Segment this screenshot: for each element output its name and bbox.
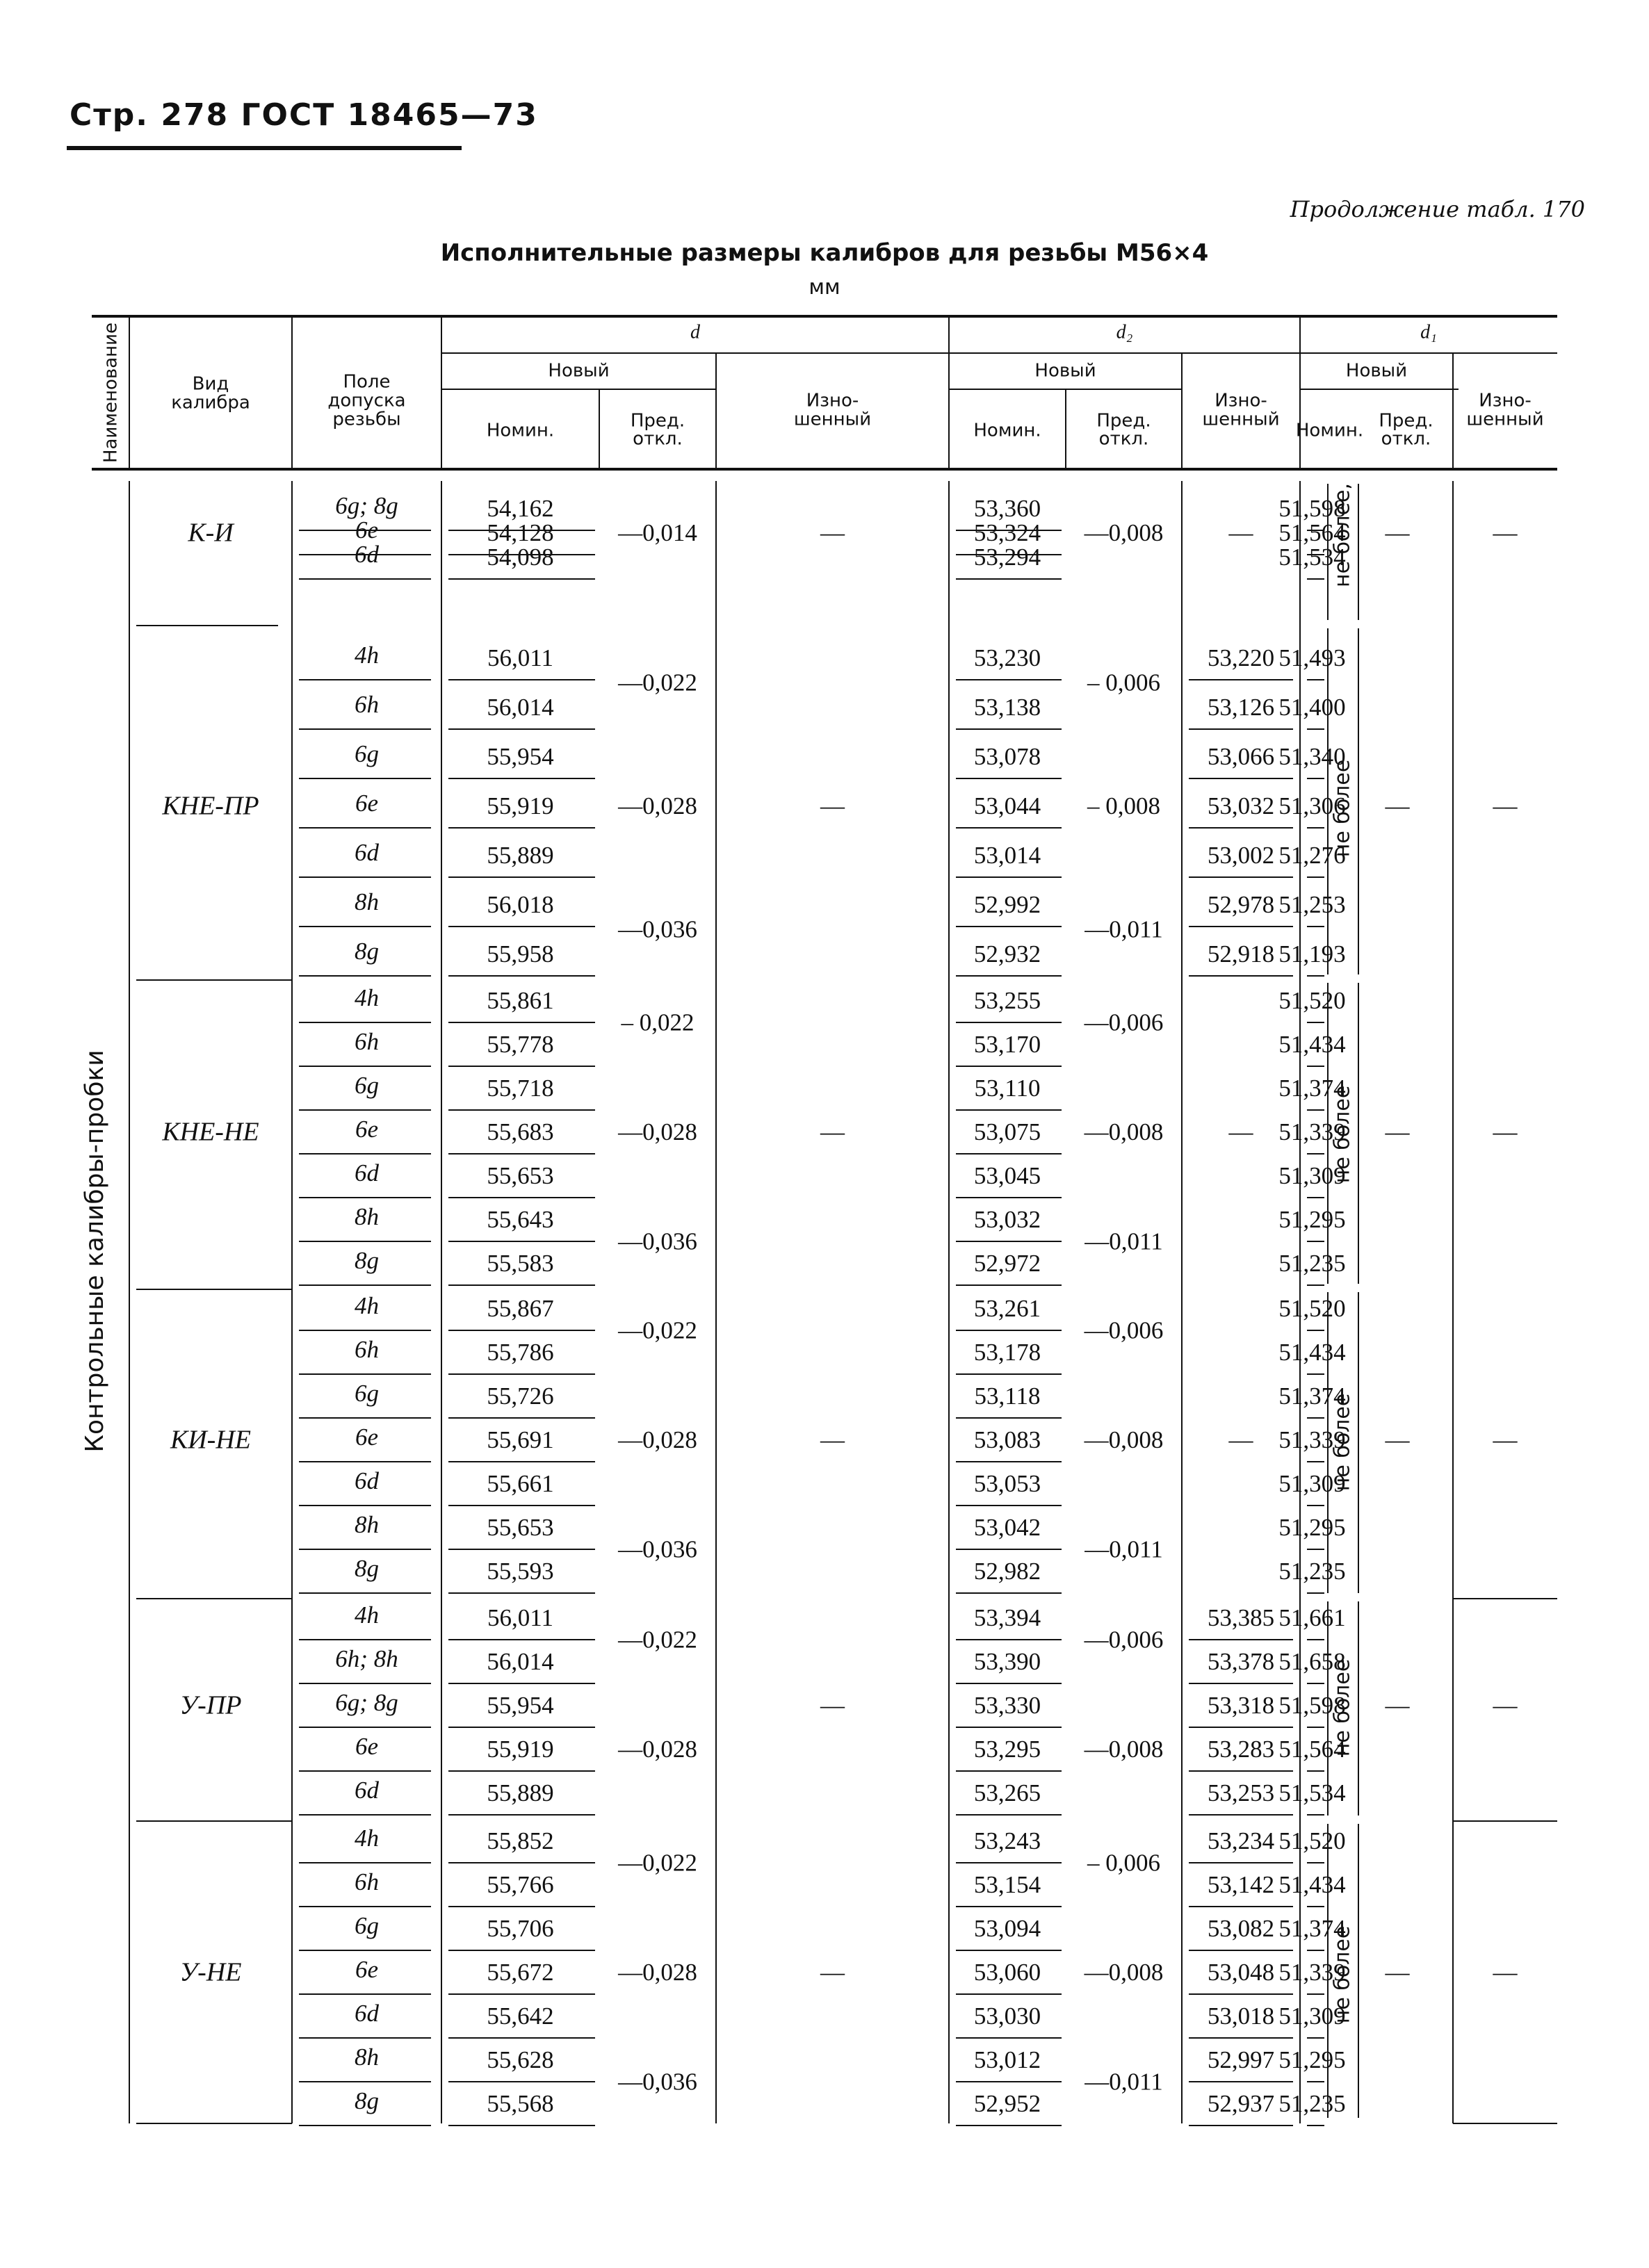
- d-nominal: 55,661: [487, 1470, 554, 1498]
- d2-worn-dash: —: [1228, 519, 1253, 547]
- tolerance-field: 6h: [355, 1028, 379, 1056]
- d2-worn: 53,385: [1207, 1604, 1275, 1632]
- tail-dash: —: [1493, 1692, 1518, 1720]
- d1-nominal: 51,306: [1278, 792, 1346, 820]
- tolerance-field: 8g: [355, 1247, 379, 1275]
- d2-nominal: 53,045: [973, 1162, 1041, 1190]
- d1-nominal: 51,520: [1278, 1827, 1346, 1855]
- tolerance-field: 6g; 8g: [335, 492, 398, 520]
- not-more-label: не более: [1330, 1085, 1355, 1184]
- header-nomin: Номин.: [1295, 420, 1364, 441]
- header-kind: калибра: [171, 392, 250, 414]
- d-deviation: —0,028: [618, 1736, 697, 1763]
- d-nominal: 56,014: [487, 1648, 554, 1676]
- d2-nominal: 53,360: [973, 495, 1041, 523]
- d2-deviation: —0,011: [1085, 1227, 1163, 1255]
- d2-deviation: —0,011: [1085, 915, 1163, 943]
- d1-nominal: 51,374: [1278, 1915, 1346, 1943]
- header-pred: откл.: [633, 428, 683, 450]
- d1-nominal: 51,520: [1278, 1295, 1346, 1323]
- header-nomin: Номин.: [486, 420, 555, 441]
- d2-deviation: – 0,008: [1087, 792, 1160, 820]
- d2-nominal: 53,075: [973, 1118, 1041, 1146]
- not-more-label: не более: [1330, 1925, 1355, 2024]
- d-deviation: —0,022: [618, 1316, 697, 1344]
- d-nominal: 54,098: [487, 544, 554, 571]
- d2-nominal: 53,330: [973, 1692, 1041, 1720]
- header-field: Поле: [343, 371, 391, 393]
- d-nominal: 55,867: [487, 1295, 554, 1323]
- tolerance-field: 6h: [355, 1868, 379, 1896]
- d1-nominal: 51,374: [1278, 1075, 1346, 1102]
- d-nominal: 55,642: [487, 2002, 554, 2030]
- d2-nominal: 53,110: [974, 1075, 1041, 1102]
- d2-nominal: 53,083: [973, 1426, 1041, 1454]
- d1-worn-dash: —: [1385, 792, 1410, 820]
- d2-worn: 53,018: [1207, 2002, 1275, 2030]
- d2-worn: 53,032: [1207, 792, 1275, 820]
- tolerance-field: 6e: [355, 1423, 379, 1451]
- d2-nominal: 53,032: [973, 1206, 1041, 1234]
- d1-nominal: 51,193: [1278, 940, 1346, 968]
- tolerance-field: 8g: [355, 2087, 379, 2115]
- table-units: мм: [809, 275, 840, 300]
- tolerance-field: 6g: [355, 1380, 379, 1408]
- d-deviation: —0,028: [618, 1959, 697, 1986]
- d2-nominal: 53,014: [973, 842, 1041, 870]
- d2-nominal: 53,261: [973, 1295, 1041, 1323]
- d-deviation: —0,036: [618, 1535, 697, 1563]
- tolerance-field: 4h: [355, 1601, 379, 1629]
- d2-worn: 53,002: [1207, 842, 1275, 870]
- d1-nominal: 51,309: [1278, 2002, 1346, 2030]
- d1-nominal: 51,400: [1278, 694, 1346, 721]
- d1-nominal: 51,564: [1278, 519, 1346, 547]
- header-worn: шенный: [1202, 409, 1280, 430]
- tolerance-field: 6d: [355, 1159, 379, 1187]
- d2-deviation: —0,006: [1084, 1316, 1164, 1344]
- d-nominal: 55,628: [487, 2046, 554, 2074]
- d-nominal: 56,014: [487, 694, 554, 721]
- d-nominal: 55,718: [487, 1075, 554, 1102]
- tolerance-field: 4h: [355, 1292, 379, 1320]
- d-nominal: 55,643: [487, 1206, 554, 1234]
- d-deviation: —0,022: [618, 669, 697, 696]
- d2-nominal: 53,078: [973, 743, 1041, 771]
- d1-worn-dash: —: [1385, 1426, 1410, 1454]
- tolerance-field: 6e: [355, 1733, 379, 1761]
- d2-nominal: 53,178: [973, 1339, 1041, 1366]
- d1-nominal: 51,493: [1278, 644, 1346, 672]
- d1-nominal: 51,339: [1278, 1426, 1346, 1454]
- tail-dash: —: [1493, 1426, 1518, 1454]
- d1-worn-dash: —: [1385, 519, 1410, 547]
- table-title: Исполнительные размеры калибров для резьбы М56×4: [440, 239, 1209, 267]
- tolerance-field: 6d: [355, 1777, 379, 1804]
- tail-dash: —: [1493, 1959, 1518, 1986]
- d1-nominal: 51,340: [1278, 743, 1346, 771]
- tolerance-field: 6h; 8h: [335, 1645, 398, 1673]
- gauge-kind-label: У-ПР: [179, 1690, 242, 1720]
- tolerance-field: 6d: [355, 1467, 379, 1495]
- d-deviation: —0,036: [618, 915, 697, 943]
- d-nominal: 55,954: [487, 1692, 554, 1720]
- gauge-kind-label: К-И: [188, 518, 234, 548]
- d2-worn: 53,048: [1207, 1959, 1275, 1986]
- tolerance-field: 8g: [355, 1555, 379, 1583]
- header-new: Новый: [548, 360, 610, 382]
- d1-nominal: 51,235: [1278, 1250, 1346, 1278]
- d1-nominal: 51,339: [1278, 1118, 1346, 1146]
- tolerance-field: 6h: [355, 691, 379, 719]
- d1-nominal: 51,598: [1278, 495, 1346, 523]
- d-nominal: 55,786: [487, 1339, 554, 1366]
- d2-worn: 53,283: [1207, 1736, 1275, 1763]
- d2-nominal: 53,243: [973, 1827, 1041, 1855]
- d2-worn: 53,378: [1207, 1648, 1275, 1676]
- tolerance-field: 6d: [355, 2000, 379, 2028]
- header-worn: шенный: [793, 409, 872, 430]
- d2-worn: 53,234: [1207, 1827, 1275, 1855]
- d2-nominal: 53,012: [973, 2046, 1041, 2074]
- d2-nominal: 53,094: [973, 1915, 1041, 1943]
- d2-nominal: 53,170: [973, 1031, 1041, 1059]
- d2-worn: 53,220: [1207, 644, 1275, 672]
- d2-nominal: 53,060: [973, 1959, 1041, 1986]
- d-worn-dash: —: [820, 1118, 845, 1146]
- d-nominal: 55,683: [487, 1118, 554, 1146]
- tolerance-field: 6e: [355, 1116, 379, 1143]
- d2-deviation: – 0,006: [1087, 669, 1160, 696]
- header-worn: Изно-: [1479, 390, 1532, 411]
- d2-deviation: —0,006: [1084, 1626, 1164, 1654]
- d2-nominal: 53,154: [973, 1871, 1041, 1899]
- side-group-label: Контрольные калибры-пробки: [81, 1050, 109, 1453]
- tolerance-field: 8h: [355, 888, 379, 916]
- d1-nominal: 51,253: [1278, 891, 1346, 919]
- tolerance-field: 6g: [355, 740, 379, 768]
- d-nominal: 55,919: [487, 792, 554, 820]
- d2-worn: 53,142: [1207, 1871, 1275, 1899]
- d2-deviation: —0,008: [1084, 1118, 1164, 1146]
- d2-nominal: 53,324: [973, 519, 1041, 547]
- d1-nominal: 51,598: [1278, 1692, 1346, 1720]
- d2-nominal: 53,230: [973, 644, 1041, 672]
- d2-worn: 53,126: [1207, 694, 1275, 721]
- d-worn-dash: —: [820, 1426, 845, 1454]
- d-deviation: —0,028: [618, 1118, 697, 1146]
- d-nominal: 55,706: [487, 1915, 554, 1943]
- header-pred: Пред.: [1379, 410, 1433, 432]
- d-nominal: 55,568: [487, 2090, 554, 2118]
- header-pred: откл.: [1381, 428, 1431, 450]
- tail-dash: —: [1493, 519, 1518, 547]
- d-deviation: —0,028: [618, 1426, 697, 1454]
- d2-nominal: 52,992: [973, 891, 1041, 919]
- d1-nominal: 51,534: [1278, 1779, 1346, 1807]
- d-nominal: 54,162: [487, 495, 554, 523]
- d1-nominal: 51,295: [1278, 1206, 1346, 1234]
- d-nominal: 55,726: [487, 1382, 554, 1410]
- d2-deviation: —0,008: [1084, 1959, 1164, 1986]
- d2-nominal: 52,982: [973, 1558, 1041, 1585]
- d1-worn-dash: —: [1385, 1692, 1410, 1720]
- d-worn-dash: —: [820, 792, 845, 820]
- gauge-kind-label: КНЕ-НЕ: [162, 1117, 259, 1147]
- d2-nominal: 52,972: [973, 1250, 1041, 1278]
- d1-nominal: 51,434: [1278, 1031, 1346, 1059]
- not-more-label: не более: [1330, 1658, 1355, 1757]
- gauge-kind-label: КИ-НЕ: [170, 1425, 251, 1455]
- d1-nominal: 51,661: [1278, 1604, 1346, 1632]
- d2-deviation: —0,011: [1085, 1535, 1163, 1563]
- tolerance-field: 6g: [355, 1072, 379, 1100]
- d-nominal: 54,128: [487, 519, 554, 547]
- header-nomin: Номин.: [973, 420, 1041, 441]
- d2-worn: 53,318: [1207, 1692, 1275, 1720]
- d2-deviation: —0,008: [1084, 1426, 1164, 1454]
- not-more-label: не более: [1330, 1393, 1355, 1492]
- d-nominal: 55,672: [487, 1959, 554, 1986]
- d-deviation: —0,014: [618, 519, 697, 547]
- header-d: d: [690, 321, 700, 343]
- tolerance-field: 4h: [355, 1825, 379, 1852]
- tolerance-field: 8h: [355, 2043, 379, 2071]
- d-nominal: 55,852: [487, 1827, 554, 1855]
- d-nominal: 55,889: [487, 1779, 554, 1807]
- gauge-kind-label: У-НЕ: [179, 1957, 242, 1987]
- d-deviation: —0,022: [618, 1626, 697, 1654]
- d-worn-dash: —: [820, 1959, 845, 1986]
- tolerance-field: 6g: [355, 1912, 379, 1940]
- d2-deviation: —0,008: [1084, 1736, 1164, 1763]
- d-worn-dash: —: [820, 519, 845, 547]
- header-worn: Изно-: [1215, 390, 1267, 411]
- d-deviation: —0,022: [618, 1849, 697, 1877]
- d1-nominal: 51,534: [1278, 544, 1346, 571]
- d-deviation: —0,028: [618, 792, 697, 820]
- d2-worn: 52,997: [1207, 2046, 1275, 2074]
- tolerance-field: 6e: [355, 790, 379, 817]
- d2-nominal: 53,118: [974, 1382, 1041, 1410]
- d-nominal: 55,778: [487, 1031, 554, 1059]
- d1-nominal: 51,295: [1278, 2046, 1346, 2074]
- d2-nominal: 53,255: [973, 987, 1041, 1015]
- d-nominal: 55,593: [487, 1558, 554, 1585]
- d2-worn: 52,918: [1207, 940, 1275, 968]
- d1-nominal: 51,434: [1278, 1339, 1346, 1366]
- page-header: Стр. 278 ГОСТ 18465—73: [70, 97, 538, 133]
- d2-worn: 52,978: [1207, 891, 1275, 919]
- tolerance-field: 4h: [355, 984, 379, 1012]
- tolerance-field: 6h: [355, 1336, 379, 1364]
- d-nominal: 55,889: [487, 842, 554, 870]
- header-d1: d₁: [1420, 321, 1437, 343]
- d1-nominal: 51,434: [1278, 1871, 1346, 1899]
- d-nominal: 55,766: [487, 1871, 554, 1899]
- header-name: Наименование: [100, 322, 122, 464]
- d-nominal: 55,583: [487, 1250, 554, 1278]
- tolerance-field: 6d: [355, 839, 379, 867]
- d2-worn-dash: —: [1228, 1426, 1253, 1454]
- d2-deviation: —0,011: [1085, 2068, 1163, 2096]
- tolerance-field: 8g: [355, 938, 379, 965]
- d-nominal: 55,958: [487, 940, 554, 968]
- d-nominal: 56,011: [487, 1604, 553, 1632]
- d1-nominal: 51,520: [1278, 987, 1346, 1015]
- tolerance-field: 8h: [355, 1511, 379, 1539]
- d2-nominal: 52,932: [973, 940, 1041, 968]
- d2-nominal: 53,265: [973, 1779, 1041, 1807]
- header-d2: d₂: [1116, 321, 1133, 343]
- d2-nominal: 53,030: [973, 2002, 1041, 2030]
- d2-worn-dash: —: [1228, 1118, 1253, 1146]
- d-worn-dash: —: [820, 1692, 845, 1720]
- header-new: Новый: [1345, 360, 1408, 382]
- header-pred: откл.: [1098, 428, 1149, 450]
- d1-nominal: 51,374: [1278, 1382, 1346, 1410]
- tolerance-field: 4h: [355, 642, 379, 669]
- d-nominal: 55,954: [487, 743, 554, 771]
- d2-nominal: 53,394: [973, 1604, 1041, 1632]
- header-pred: Пред.: [1096, 410, 1151, 432]
- header-field: допуска: [327, 390, 406, 411]
- d2-nominal: 53,044: [973, 792, 1041, 820]
- d2-worn: 53,082: [1207, 1915, 1275, 1943]
- not-more-label: не более: [1330, 759, 1355, 858]
- d2-deviation: —0,008: [1084, 519, 1164, 547]
- d1-nominal: 51,658: [1278, 1648, 1346, 1676]
- table-continuation: Продолжение табл. 170: [1290, 196, 1585, 222]
- tolerance-field: 6e: [355, 1956, 379, 1984]
- header-new: Новый: [1034, 360, 1096, 382]
- d2-nominal: 53,053: [973, 1470, 1041, 1498]
- d2-worn: 52,937: [1207, 2090, 1275, 2118]
- d2-nominal: 53,295: [973, 1736, 1041, 1763]
- d1-nominal: 51,309: [1278, 1162, 1346, 1190]
- header-pred: Пред.: [630, 410, 685, 432]
- d-nominal: 55,919: [487, 1736, 554, 1763]
- tolerance-field: 6e: [355, 516, 379, 544]
- d-deviation: —0,036: [618, 1227, 697, 1255]
- d2-nominal: 53,138: [973, 694, 1041, 721]
- d2-nominal: 52,952: [973, 2090, 1041, 2118]
- tolerance-field: 6g; 8g: [335, 1689, 398, 1717]
- d1-nominal: 51,276: [1278, 842, 1346, 870]
- tail-dash: —: [1493, 792, 1518, 820]
- d-deviation: —0,036: [618, 2068, 697, 2096]
- d2-nominal: 53,294: [973, 544, 1041, 571]
- d-nominal: 55,861: [487, 987, 554, 1015]
- d1-nominal: 51,564: [1278, 1736, 1346, 1763]
- d-nominal: 55,653: [487, 1162, 554, 1190]
- not-more-label: не более,: [1330, 482, 1355, 588]
- tolerance-field: 6d: [355, 541, 379, 569]
- tail-dash: —: [1493, 1118, 1518, 1146]
- d1-nominal: 51,339: [1278, 1959, 1346, 1986]
- tolerance-field: 8h: [355, 1203, 379, 1231]
- d2-nominal: 53,042: [973, 1514, 1041, 1542]
- d2-worn: 53,066: [1207, 743, 1275, 771]
- d-deviation: – 0,022: [621, 1009, 694, 1036]
- header-worn: шенный: [1466, 409, 1544, 430]
- d-nominal: 55,691: [487, 1426, 554, 1454]
- d1-nominal: 51,235: [1278, 1558, 1346, 1585]
- d-nominal: 55,653: [487, 1514, 554, 1542]
- header-field: резьбы: [332, 409, 401, 430]
- header-kind: Вид: [192, 373, 229, 395]
- d2-worn: 53,253: [1207, 1779, 1275, 1807]
- gauge-kind-label: КНЕ-ПР: [162, 791, 259, 821]
- d1-nominal: 51,309: [1278, 1470, 1346, 1498]
- d-nominal: 56,018: [487, 891, 554, 919]
- d2-nominal: 53,390: [973, 1648, 1041, 1676]
- d1-worn-dash: —: [1385, 1959, 1410, 1986]
- d2-deviation: – 0,006: [1087, 1849, 1160, 1877]
- d1-nominal: 51,235: [1278, 2090, 1346, 2118]
- d1-worn-dash: —: [1385, 1118, 1410, 1146]
- d-nominal: 56,011: [487, 644, 553, 672]
- d2-deviation: —0,006: [1084, 1009, 1164, 1036]
- header-worn: Изно-: [806, 390, 859, 411]
- d1-nominal: 51,295: [1278, 1514, 1346, 1542]
